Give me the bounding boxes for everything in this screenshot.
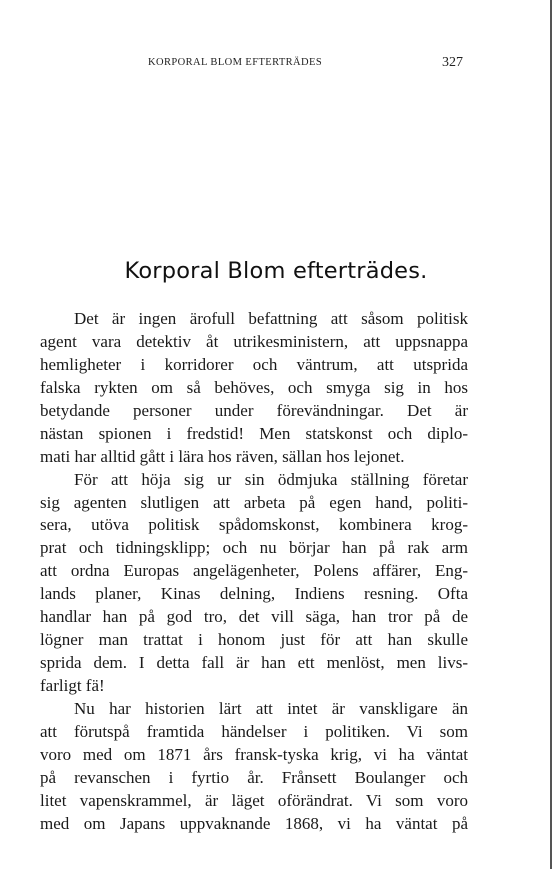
text-line: prat och tidningsklipp; och nu börjar han på rak arm bbox=[40, 538, 468, 558]
text-line: sprida dem. I detta fall är han ett menlöst, men livs- bbox=[40, 653, 468, 673]
text-line: med om Japans uppvaknande 1868, vi ha väntat på bbox=[40, 813, 468, 833]
chapter-title: Korporal Blom efterträdes. bbox=[124, 258, 428, 284]
text-line: på revanschen i fyrtio år. Frånsett Boulanger och bbox=[40, 767, 468, 787]
text-line: falska rykten om så behöves, och smyga sig in hos bbox=[40, 377, 468, 397]
text-line: mati har alltid gått i lära hos räven, sällan hos lejonet. bbox=[40, 446, 405, 466]
text-line: Nu har historien lärt att intet är vanskligare än bbox=[74, 698, 468, 718]
text-line: sera, utöva politisk spådomskonst, kombinera krog- bbox=[40, 515, 468, 535]
text-line: betydande personer under förevändningar. Det är bbox=[40, 400, 468, 420]
text-line: farligt fä! bbox=[40, 676, 105, 695]
text-line: lands planer, Kinas delning, Indiens resning. Ofta bbox=[40, 584, 468, 604]
text-line: handlar han på god tro, det vill säga, han tror på de bbox=[40, 607, 468, 627]
text-line: agent vara detektiv åt utrikesministern, att uppsnappa bbox=[40, 331, 468, 351]
text-line: För att höja sig ur sin ödmjuka ställning företar bbox=[74, 469, 468, 489]
body-text bbox=[40, 308, 468, 836]
running-head: KORPORAL BLOM EFTERTRÄDES bbox=[148, 57, 323, 68]
text-line: nästan spionen i fredstid! Men statskonst och diplo- bbox=[40, 423, 468, 443]
text-line: lögner man trattat i honom just för att han skulle bbox=[40, 630, 468, 650]
text-line: sig agenten slutligen att arbeta på egen hand, politi- bbox=[40, 492, 468, 512]
page-number: 327 bbox=[442, 55, 463, 70]
text-line: att förutspå framtida händelser i politiken. Vi som bbox=[40, 721, 468, 741]
text-line: litet vapenskrammel, är läget oförändrat. Vi som voro bbox=[40, 790, 468, 810]
text-line: Det är ingen ärofull befattning att såsom politisk bbox=[74, 309, 468, 328]
text-line: att ordna Europas angelägenheter, Polens affärer, Eng- bbox=[40, 561, 468, 581]
text-line: hemligheter i korridorer och väntrum, att utsprida bbox=[40, 354, 468, 374]
text-line: voro med om 1871 års fransk-tyska krig, vi ha väntat bbox=[40, 744, 468, 764]
